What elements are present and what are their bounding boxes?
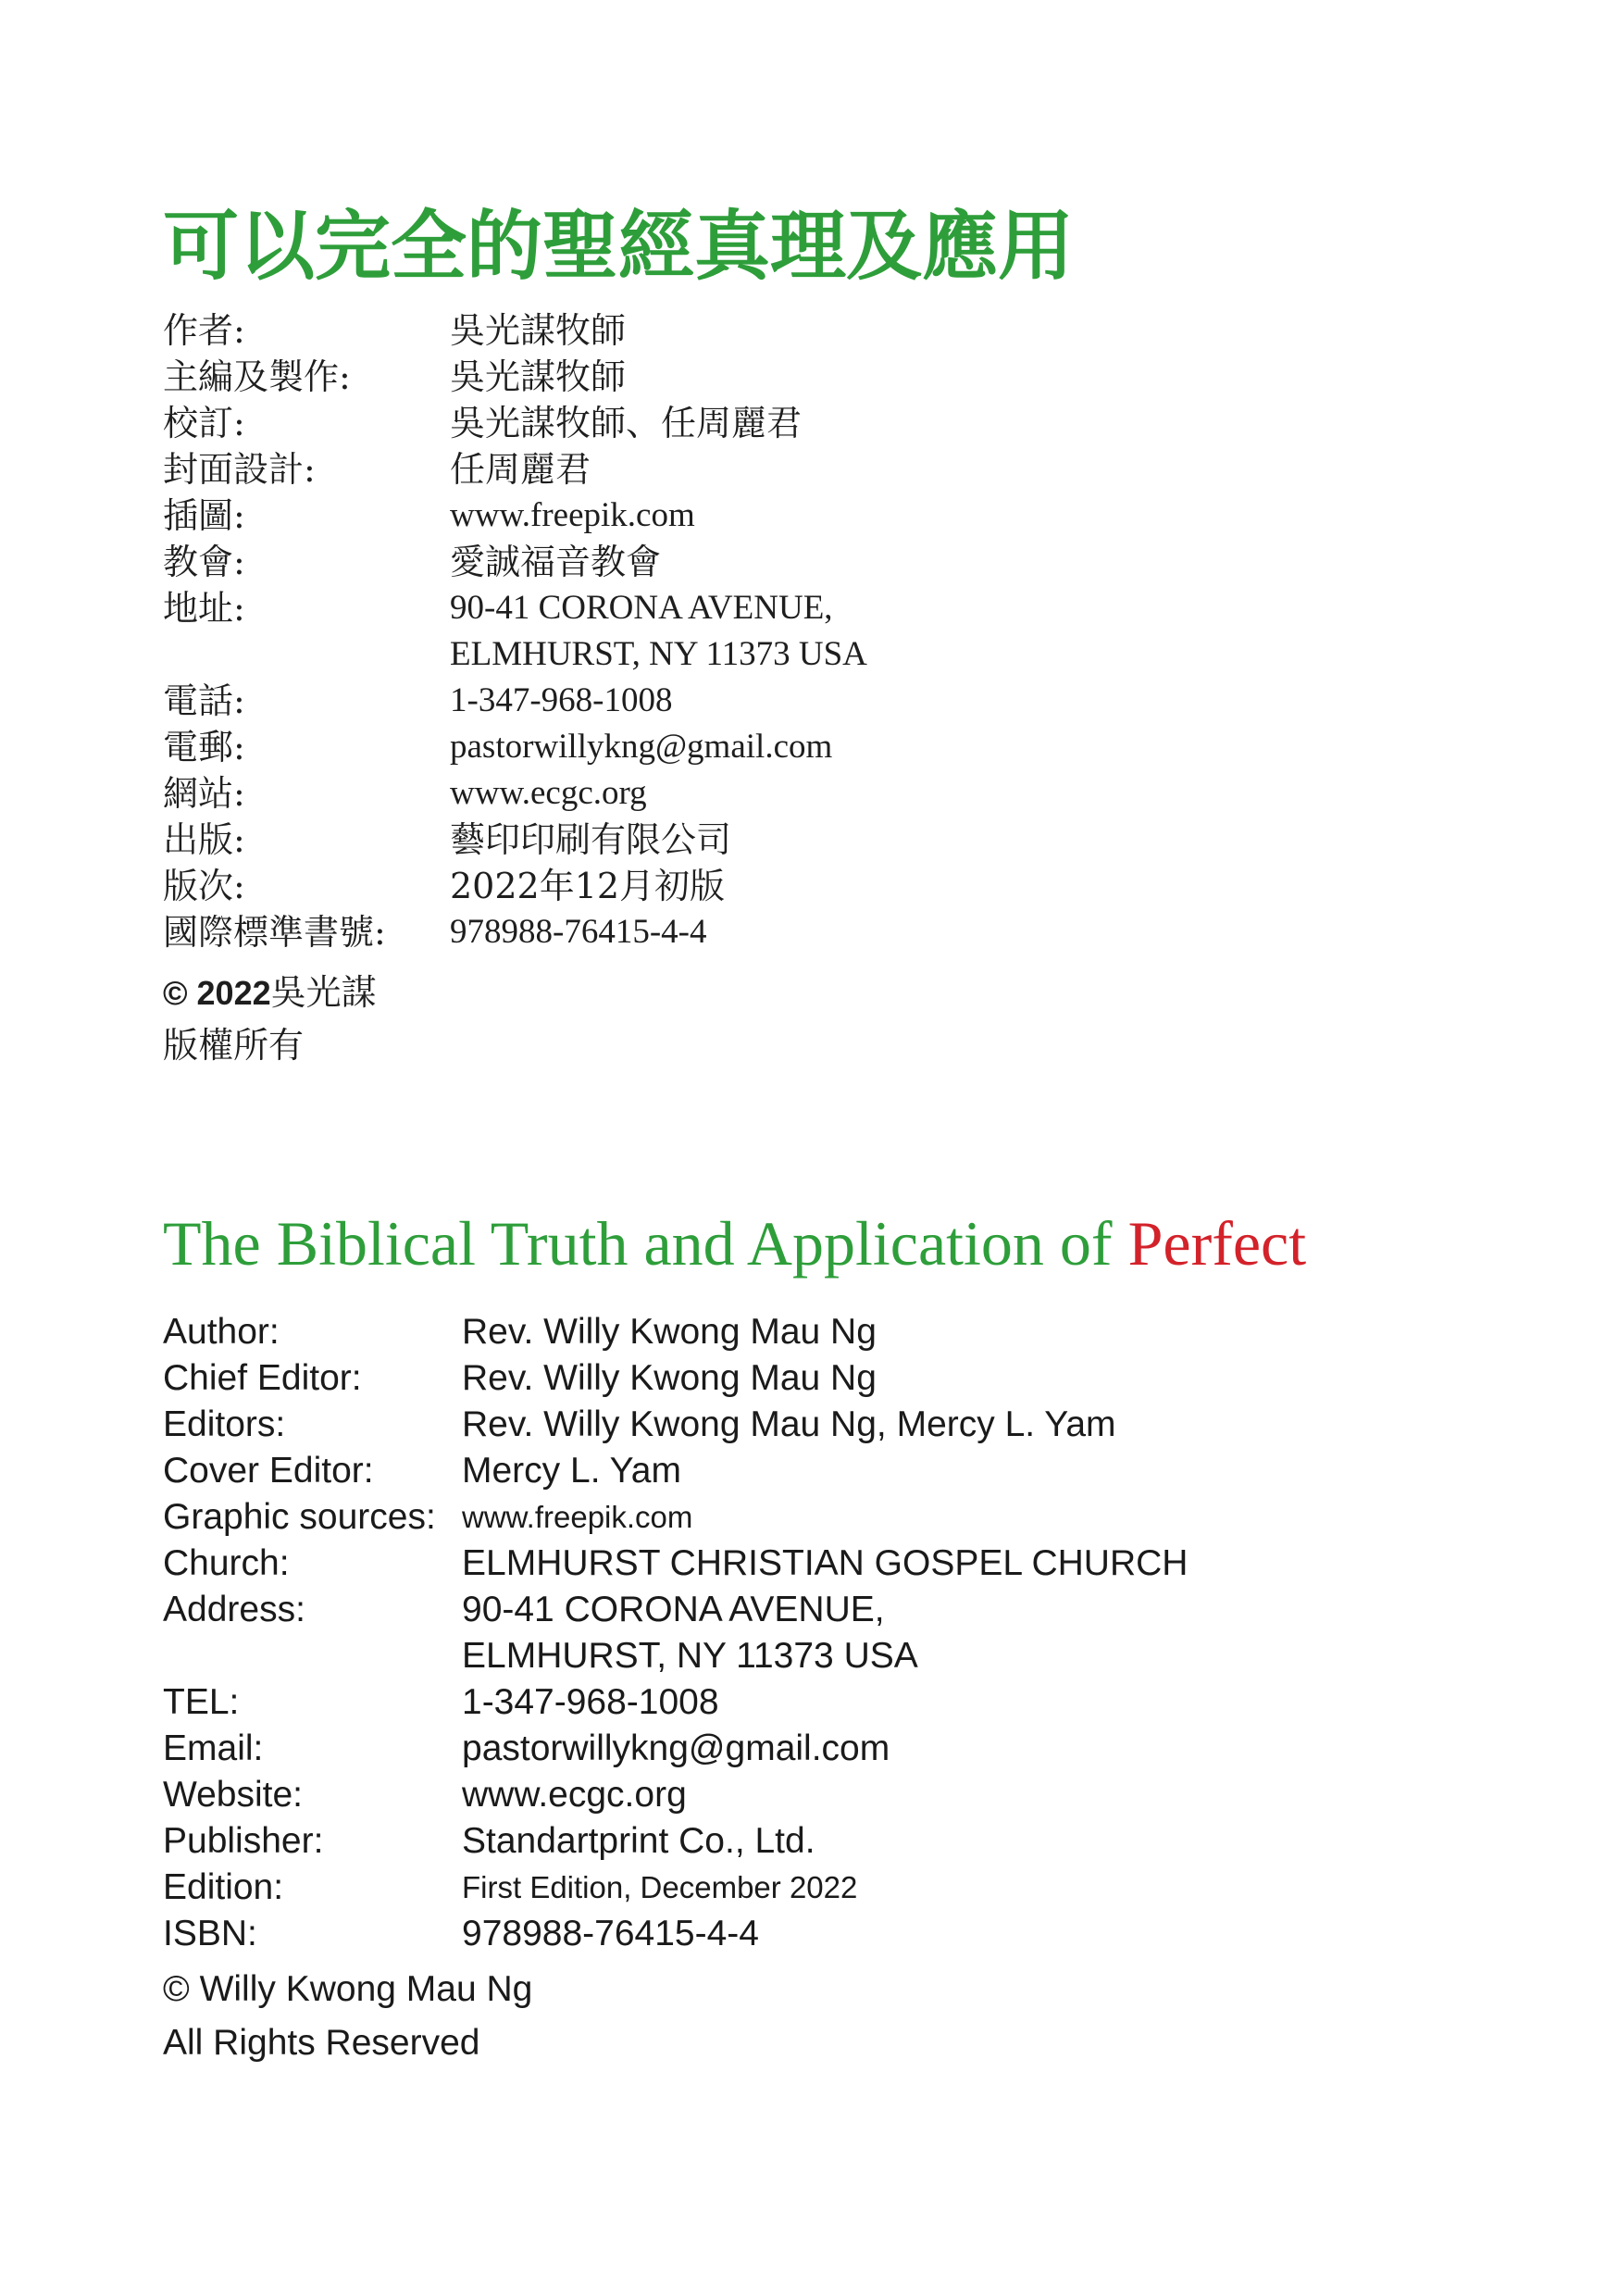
credit-label [163, 631, 450, 678]
credit-value: pastorwillykng@gmail.com [450, 728, 833, 766]
credit-value: 吳光謀牧師 [450, 356, 627, 397]
credit-value: www.freepik.com [450, 496, 695, 534]
credit-value: pastorwillykng@gmail.com [462, 1728, 890, 1768]
credit-label: Author: [163, 1312, 280, 1352]
credit-value: 吳光謀牧師、任周麗君 [450, 403, 803, 443]
credit-label: TEL: [163, 1682, 240, 1722]
english-credit-row-edition [163, 1865, 1188, 1911]
chinese-credit-row-isbn [163, 909, 867, 955]
english-title-accent: Perfect [1127, 1208, 1307, 1279]
english-copyright-block [163, 1963, 532, 2070]
english-credit-row-church [163, 1541, 1188, 1587]
credit-value: 978988-76415-4-4 [450, 913, 707, 951]
credit-value: www.freepik.com [462, 1500, 693, 1534]
credit-label: ISBN: [163, 1914, 257, 1953]
credit-label: Edition: [163, 1867, 284, 1907]
chinese-copyright-line [163, 967, 377, 1019]
credit-label: Chief Editor: [163, 1358, 362, 1398]
credit-value: ELMHURST, NY 11373 USA [462, 1636, 918, 1676]
credit-value: Rev. Willy Kwong Mau Ng, Mercy L. Yam [462, 1404, 1116, 1444]
credit-label: 電話: [163, 680, 245, 721]
credit-value: ELMHURST, NY 11373 USA [450, 635, 867, 673]
credit-label: Email: [163, 1728, 264, 1768]
credit-value: 90-41 CORONA AVENUE, [450, 589, 833, 627]
credit-value: 2022年12月初版 [450, 866, 726, 906]
credit-value: 1-347-968-1008 [450, 681, 673, 719]
chinese-credit-row-phone [163, 678, 867, 724]
chinese-credit-row-address [163, 585, 867, 631]
credit-label: 網站: [163, 773, 245, 814]
credit-value: ELMHURST CHRISTIAN GOSPEL CHURCH [462, 1543, 1189, 1583]
credit-value: Rev. Willy Kwong Mau Ng [462, 1358, 877, 1398]
credit-label: Editors: [163, 1404, 286, 1444]
chinese-credit-row-address-line2 [163, 631, 867, 678]
credit-label: 教會: [163, 542, 245, 582]
english-title-main: The Biblical Truth and Application of [163, 1208, 1113, 1279]
credit-value: Rev. Willy Kwong Mau Ng [462, 1312, 877, 1352]
chinese-credit-row-publisher [163, 817, 867, 863]
credit-value: 1-347-968-1008 [462, 1682, 719, 1722]
credit-label: 封面設計: [163, 449, 316, 490]
english-credit-row-publisher [163, 1818, 1188, 1865]
credit-value: Standartprint Co., Ltd. [462, 1821, 815, 1861]
english-rights-reserved: All Rights Reserved [163, 2023, 480, 2063]
credit-label: Graphic sources: [163, 1497, 436, 1537]
credit-label [163, 1633, 462, 1679]
credit-label: 版次: [163, 866, 245, 906]
credit-label: 插圖: [163, 495, 245, 536]
credit-value: 978988-76415-4-4 [462, 1914, 759, 1953]
credit-label: 出版: [163, 819, 245, 860]
english-credit-row-editors [163, 1402, 1188, 1448]
credit-value: First Edition, December 2022 [462, 1870, 858, 1904]
english-credits-list [163, 1309, 1188, 1957]
credit-label: 校訂: [163, 403, 245, 443]
credit-label: Church: [163, 1543, 290, 1583]
chinese-rights-reserved: 版權所有 [163, 1025, 305, 1066]
english-credit-row-author [163, 1309, 1188, 1355]
credit-label: Website: [163, 1775, 304, 1815]
english-credit-row-email [163, 1726, 1188, 1772]
credit-label: Cover Editor: [163, 1451, 374, 1491]
credit-value: 愛誠福音教會 [450, 542, 662, 582]
credit-value: 吳光謀牧師 [450, 310, 627, 351]
credit-value: 90-41 CORONA AVENUE, [462, 1590, 885, 1629]
credit-value: Mercy L. Yam [462, 1451, 681, 1491]
chinese-credit-row-chief-editor [163, 354, 867, 400]
english-credit-row-chief-editor [163, 1355, 1188, 1402]
chinese-credit-row-edition [163, 863, 867, 909]
english-credit-row-address [163, 1587, 1188, 1633]
credit-label: 地址: [163, 588, 245, 629]
credit-value: www.ecgc.org [462, 1775, 687, 1815]
english-credit-row-website [163, 1772, 1188, 1818]
english-credit-row-address-line2 [163, 1633, 1188, 1679]
chinese-copyright-block [163, 967, 377, 1071]
credit-label: 電郵: [163, 727, 245, 767]
english-credit-row-isbn [163, 1911, 1188, 1957]
credit-label: Address: [163, 1590, 305, 1629]
english-copyright-line: © Willy Kwong Mau Ng [163, 1969, 533, 2009]
credit-label: 國際標準書號: [163, 912, 386, 953]
english-credit-row-graphic-sources [163, 1494, 1188, 1541]
chinese-credit-row-email [163, 724, 867, 770]
credit-label: 主編及製作: [163, 356, 351, 397]
copyright-year: © 2022 [163, 974, 271, 1012]
chinese-credit-row-editors [163, 400, 867, 446]
copyright-holder: 吳光謀 [270, 972, 377, 1013]
english-book-title [163, 1209, 1306, 1279]
credit-label: 作者: [163, 310, 245, 351]
chinese-book-title: 可以完全的聖經真理及應用 [163, 203, 1075, 291]
english-credit-row-cover-editor [163, 1448, 1188, 1494]
credit-value: 任周麗君 [450, 449, 591, 490]
chinese-credit-row-cover-design [163, 446, 867, 493]
english-credit-row-tel [163, 1679, 1188, 1726]
credit-label: Publisher: [163, 1821, 324, 1861]
chinese-credits-list [163, 307, 867, 955]
chinese-credit-row-author [163, 307, 867, 354]
chinese-credit-row-church [163, 539, 867, 585]
credit-value: www.ecgc.org [450, 774, 647, 812]
chinese-credit-row-illustration [163, 493, 867, 539]
credit-value: 藝印印刷有限公司 [450, 819, 732, 860]
chinese-credit-row-website [163, 770, 867, 817]
